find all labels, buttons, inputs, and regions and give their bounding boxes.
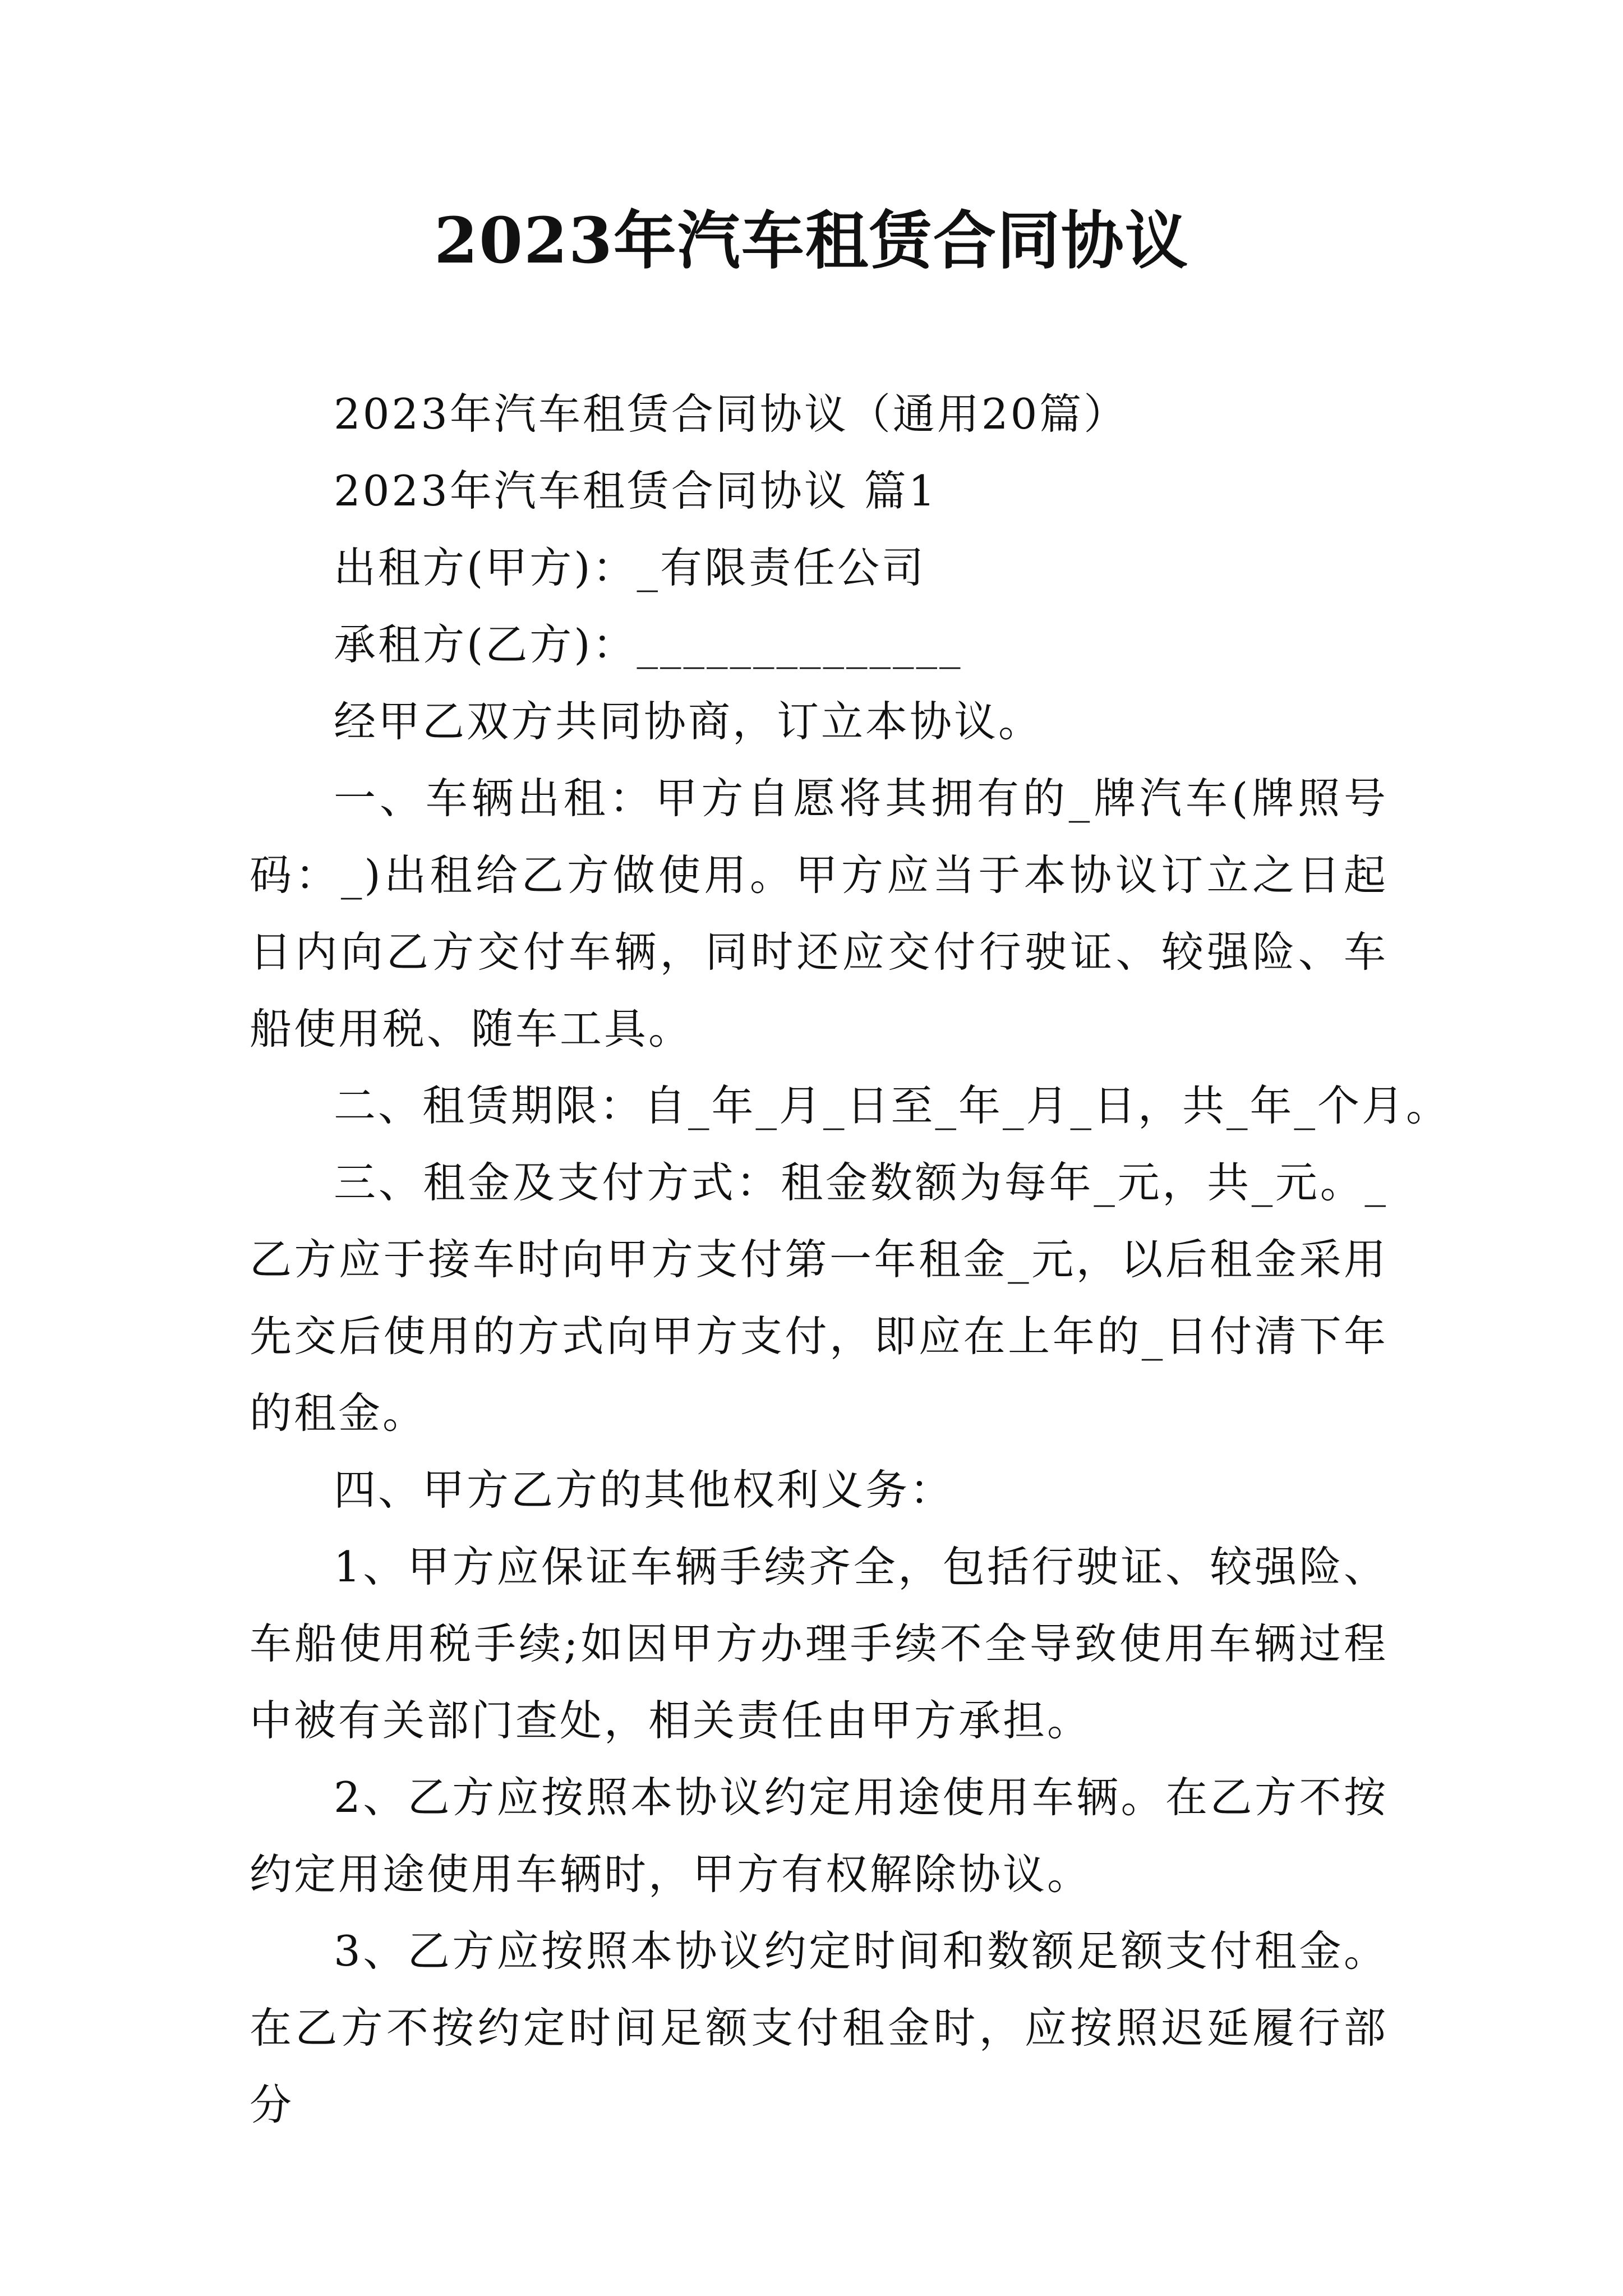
document-title: 2023年汽车租赁合同协议 <box>434 204 1189 278</box>
clause-rent-payment: 三、租金及支付方式：租金数额为每年_元，共_元。_乙方应于接车时向甲方支付第一年租金_元，以后租金采用先交后使用的方式向甲方支付，即应在上年的_日付清下年的租金。 <box>250 1158 1388 1438</box>
clause-rights-item-3: 3、乙方应按照本协议约定时间和数额足额支付租金。在乙方不按约定时间足额支付租金时，应按照迟延履行部分 <box>250 1926 1388 2129</box>
clause-vehicle-rental: 一、车辆出租：甲方自愿将其拥有的_牌汽车(牌照号码：_)出租给乙方做使用。甲方应当于本协议订立之日起日内向乙方交付车辆，同时还应交付行驶证、较强险、车船使用税、随车工具。 <box>250 774 1388 1053</box>
lessee-line: 承租方(乙方)：______________ <box>334 620 963 669</box>
lessor-line: 出租方(甲方)：_有限责任公司 <box>334 543 926 592</box>
clause-lease-term: 二、租赁期限：自_年_月_日至_年_月_日，共_年_个月。 <box>334 1081 1451 1130</box>
subtitle-paragraph: 2023年汽车租赁合同协议（通用20篇） <box>334 389 1128 439</box>
agreement-intro: 经甲乙双方共同协商，订立本协议。 <box>334 697 1043 746</box>
clause-rights-item-1: 1、甲方应保证车辆手续齐全，包括行驶证、较强险、车船使用税手续;如因甲方办理手续不全导致使用车辆过程中被有关部门查处，相关责任由甲方承担。 <box>250 1542 1388 1745</box>
clause-rights-heading: 四、甲方乙方的其他权利义务： <box>334 1465 955 1515</box>
section-heading: 2023年汽车租赁合同协议 篇1 <box>334 466 938 516</box>
clause-rights-item-2: 2、乙方应按照本协议约定用途使用车辆。在乙方不按约定用途使用车辆时，甲方有权解除协议。 <box>250 1773 1388 1899</box>
document-body <box>250 376 1451 2143</box>
